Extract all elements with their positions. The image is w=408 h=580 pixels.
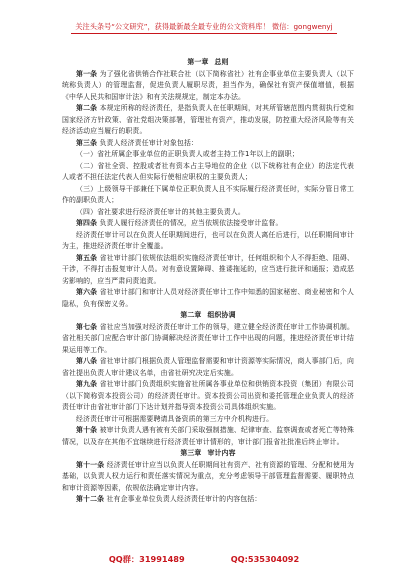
article-label: 第十二条 [76,495,105,503]
article-label: 第二条 [76,104,98,112]
article-6 [62,287,354,310]
chapter-heading-3 [62,448,354,460]
article-3 [62,138,354,150]
chapter-number: 第二章 [180,311,202,319]
article-label: 第七条 [76,322,98,331]
header-banner-wrap [0,14,408,34]
article-7 [62,322,354,357]
header-banner: 关注头条号“公文研究”，获得最新最全最专业的公文资料库！ 微信：gongwenyj [71,22,336,34]
article-text: 经济责任审计应当以负责人任职期间社有资产、社有资源的管理、分配和使用为基础，以负责人权力运行和责任落实情况为重点，充分考虑领导干部管理监督需要、履职特点和审计资源等因素，依规依法确定审计内容。 [62,460,355,492]
article-text: 省社应当加强对经济责任审计工作的领导，建立健全经济责任审计工作协调机制。省社相关部门应配合审计部门协调解决经济责任审计工作中出现的问题，推进经济责任审计结果运用等工作。 [62,322,355,354]
article-text: 省社审计部门负责组织实施省社所属各事业单位和供销资本投资（集团）有限公司（以下简称资本投资公司）的经济责任审计。资本投资公司出资和委托管理企业负责人的经济责任审计由省社审计部门下达计划并指导资本投资公司具体组织实施。 [62,380,355,411]
article-text: 省社审计部门和审计人员对经济责任审计工作中知悉的国家秘密、商业秘密和个人隐私，负有保密义务。 [62,288,355,308]
chapter-heading-1 [62,57,354,69]
article-9 [62,379,354,414]
article-3-item: （二）省社全资、控股或者社有资本占主导地位的企业（以下统称社有企业）的法定代表人或者不担任法定代表人但实际行使相应职权的主要负责人； [62,161,354,181]
article-4-continuation: 经济责任审计可以在负责人任职期间进行，也可以在负责人离任后进行，以任职期间审计为主，推进经济责任审计全覆盖。 [62,230,354,250]
document-body [62,57,354,506]
article-label: 第三条 [76,138,98,147]
article-1 [62,69,354,104]
article-11 [62,460,354,495]
article-5 [62,253,354,288]
footer-contact [0,554,408,565]
article-4 [62,218,354,230]
article-text: 负责人履行经济责任的情况，应当依规依法接受审计监督。 [99,219,283,227]
article-label: 第十条 [76,426,98,434]
article-10 [62,425,354,448]
article-text: 负责人经济责任审计对象包括： [99,138,199,147]
footer-qq-number: QQ:535304092 [230,554,300,564]
chapter-number: 第一章 [187,58,209,66]
article-text: 省社审计部门根据负责人管理监督需要和审计资源等实际情况，商人事部门后，向省社提出负责人审计建议名单，由省社研究决定后实施。 [62,357,355,377]
article-label: 第四条 [76,219,98,227]
chapter-title: 组织协调 [207,311,236,319]
article-12 [62,494,354,506]
article-2 [62,103,354,138]
article-text: 为了强化省供销合作社联合社（以下简称省社）社有企事业单位主要负责人（以下统称负责人）的管理监督，促进负责人履职尽责，担当作为，确保社有资产保值增值，根据《中华人民共和国审计法》和有关法规规定，制定本办法。 [62,69,355,101]
article-text: 省社审计部门依规依法组织实施经济责任审计，任何组织和个人不得拒绝、阻碍、干涉，不得打击报复审计人员。对有意设置障碍、推诿拖延的，应当进行批评和通报；造成恶劣影响的，应当严肃问责追责。 [62,253,355,285]
article-label: 第五条 [76,253,98,262]
chapter-number: 第三章 [180,449,202,457]
article-label: 第一条 [76,69,98,78]
article-3-item: （一）省社所属企事业单位的正职负责人或者主持工作1年以上的副职； [76,150,299,158]
article-label: 第六条 [76,288,98,296]
article-3-item: （四）省社要求进行经济责任审计的其他主要负责人。 [76,207,245,216]
chapter-heading-2 [62,310,354,322]
article-9-continuation: 经济责任审计可根据需要聘请具备资质的第三方中介机构进行。 [76,414,274,423]
article-label: 第八条 [76,357,98,365]
article-text: 本规定所称的经济责任，是指负责人在任职期间，对其所管辖范围内贯彻执行党和国家经济方针政策、省社党组决策部署，管理社有资产，推动发展，防控重大经济风险等有关经济活动应当履行的职责。 [62,104,355,135]
article-3-item: （三）上级领导干部兼任下属单位正职负责人且不实际履行经济责任时，实际分管日常工作的副职负责人； [62,184,354,204]
article-text: 被审计负责人遇有被有关部门采取强制措施、纪律审查、监察调查或者死亡等特殊情况，以及存在其他不宜继续进行经济责任审计情形的，审计部门报省社批准后终止审计。 [62,426,355,446]
chapter-title: 总则 [214,58,229,66]
chapter-title: 审计内容 [207,449,236,457]
article-label: 第十一条 [76,460,105,469]
article-8 [62,356,354,379]
article-label: 第九条 [76,380,98,388]
footer-qq-group: QQ群：31991489 [108,554,185,564]
article-text: 社有企事业单位负责人经济责任审计的内容包括： [106,495,262,503]
